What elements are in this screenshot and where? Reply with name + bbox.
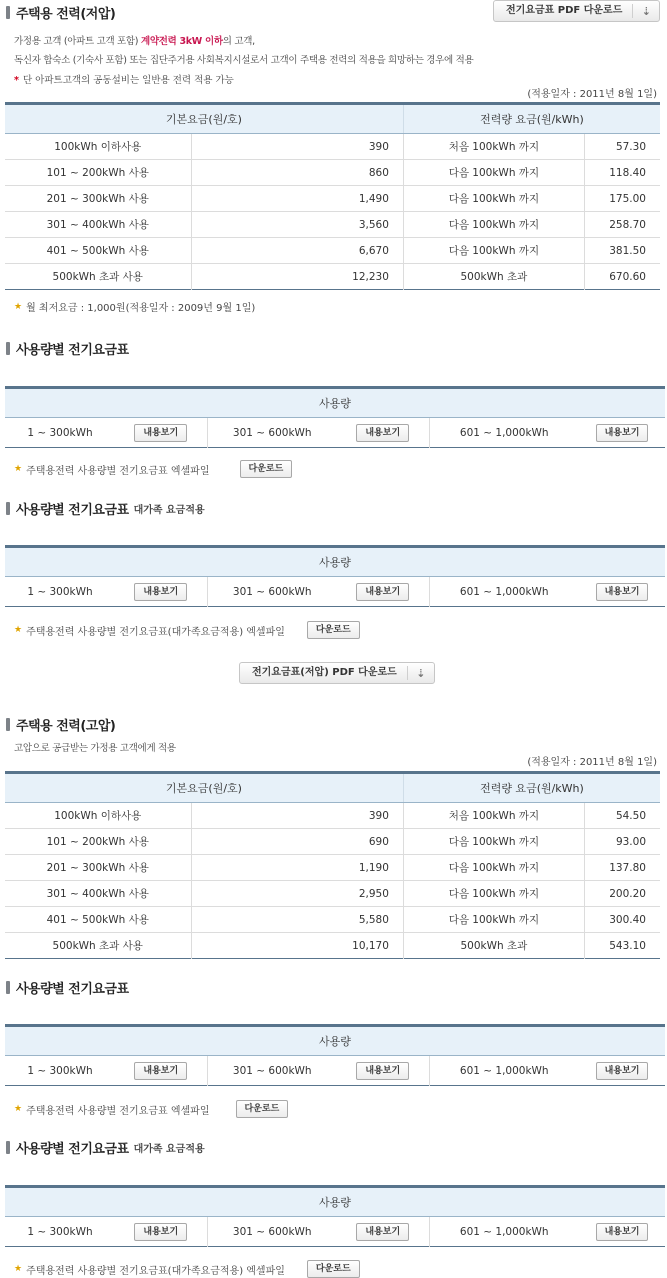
- high-section-header: [6, 714, 115, 734]
- low-note: * 단 아파트고객의 공동설비는 일반용 전력 적용 가능: [14, 75, 234, 86]
- view-button-3[interactable]: 내용보기: [596, 583, 649, 601]
- table-row: 401 ~ 500kWh 사용 5,580 다음 100kWh 까지 300.40: [5, 907, 660, 933]
- section-bar-icon: [6, 502, 10, 515]
- download-arrow-icon: ⇣: [416, 666, 426, 680]
- view-button-1[interactable]: 내용보기: [134, 1223, 187, 1241]
- view-button-2[interactable]: 내용보기: [356, 1062, 409, 1080]
- view-button-2[interactable]: 내용보기: [356, 583, 409, 601]
- usage-section-header-1: 사용량별 전기요금표: [6, 338, 129, 358]
- usage-table-2: 사용량 1 ~ 300kWh 내용보기 301 ~ 600kWh 내용보기 601 ~ 1,000kWh 내용보기: [5, 545, 665, 607]
- pdf-download-label: 전기요금표(저압) PDF 다운로드: [240, 666, 408, 680]
- star-icon: ★: [14, 625, 23, 635]
- table-row: 1 ~ 300kWh 내용보기 301 ~ 600kWh 내용보기 601 ~ 1,000kWh 내용보기: [5, 1056, 665, 1086]
- view-button-3[interactable]: 내용보기: [596, 1223, 649, 1241]
- section-bar-icon: [6, 6, 10, 19]
- section-bar-icon: [6, 981, 10, 994]
- contract-power-highlight: 계약전력 3kW 이하: [140, 36, 223, 47]
- low-effective-date: (적용일자 : 2011년 8월 1일): [527, 89, 657, 100]
- table-row: 500kWh 초과 사용 12,230 500kWh 초과 670.60: [5, 264, 660, 290]
- usage-section-header-3: 사용량별 전기요금표: [6, 977, 129, 997]
- table-row: 100kWh 이하사용 390 처음 100kWh 까지 54.50: [5, 803, 660, 829]
- th-base-fee: 기본요금(원/호): [5, 104, 403, 134]
- table-row: 201 ~ 300kWh 사용 1,490 다음 100kWh 까지 175.00: [5, 186, 660, 212]
- excel-note-1: ★ 주택용전력 사용량별 전기요금표 엑셀파일 다운로드: [14, 460, 292, 478]
- low-rate-table: [5, 102, 660, 290]
- star-icon: ★: [14, 301, 23, 312]
- table-row: 1 ~ 300kWh 내용보기 301 ~ 600kWh 내용보기 601 ~ 1,000kWh 내용보기: [5, 577, 665, 607]
- view-button-1[interactable]: 내용보기: [134, 583, 187, 601]
- table-row: 101 ~ 200kWh 사용 860 다음 100kWh 까지 118.40: [5, 160, 660, 186]
- pdf-download-button-top[interactable]: [493, 0, 660, 22]
- excel-note-2: ★ 주택용전력 사용량별 전기요금표(대가족요금적용) 엑셀파일 다운로드: [14, 621, 360, 639]
- view-button-2[interactable]: 내용보기: [356, 424, 409, 442]
- view-button-2[interactable]: 내용보기: [356, 1223, 409, 1241]
- low-description-2: 독신자 합숙소 (기숙사 포함) 또는 집단주거용 사회복지시설로서 고객이 주택용 전력의 적용을 희망하는 경우에 적용: [14, 55, 474, 66]
- table-row: 100kWh 이하사용 390 처음 100kWh 까지 57.30: [5, 134, 660, 160]
- excel-note-3: ★ 주택용전력 사용량별 전기요금표 엑셀파일 다운로드: [14, 1100, 288, 1118]
- th-energy-fee: 전력량 요금(원/kWh): [403, 773, 660, 803]
- view-button-3[interactable]: 내용보기: [596, 1062, 649, 1080]
- min-fee-note: ★ 월 최저요금 : 1,000원(적용일자 : 2009년 9월 1일): [14, 301, 256, 314]
- download-arrow-icon: ⇣: [641, 4, 651, 18]
- asterisk-icon: *: [14, 75, 19, 86]
- low-description-1: 가정용 고객 (아파트 고객 포함) 계약전력 3kW 이하의 고객,: [14, 36, 255, 47]
- usage-section-header-2: 사용량별 전기요금표 대가족 요금적용: [6, 498, 205, 518]
- view-button-1[interactable]: 내용보기: [134, 424, 187, 442]
- usage-section-header-4: 사용량별 전기요금표 대가족 요금적용: [6, 1137, 205, 1157]
- low-section-title: 주택용 전력(저압): [16, 6, 116, 22]
- table-row: 500kWh 초과 사용 10,170 500kWh 초과 543.10: [5, 933, 660, 959]
- table-row: 401 ~ 500kWh 사용 6,670 다음 100kWh 까지 381.50: [5, 238, 660, 264]
- table-row: 301 ~ 400kWh 사용 3,560 다음 100kWh 까지 258.70: [5, 212, 660, 238]
- section-bar-icon: [6, 342, 10, 355]
- star-icon: ★: [14, 464, 23, 474]
- pdf-download-label: 전기요금표 PDF 다운로드: [494, 4, 633, 18]
- high-section-title: 주택용 전력(고압): [16, 718, 116, 734]
- excel-download-button-4[interactable]: 다운로드: [307, 1260, 360, 1278]
- low-section-header: [6, 2, 115, 22]
- table-row: 201 ~ 300kWh 사용 1,190 다음 100kWh 까지 137.80: [5, 855, 660, 881]
- star-icon: ★: [14, 1264, 23, 1274]
- view-button-3[interactable]: 내용보기: [596, 424, 649, 442]
- table-row: 1 ~ 300kWh 내용보기 301 ~ 600kWh 내용보기 601 ~ 1,000kWh 내용보기: [5, 418, 665, 448]
- usage-table-4: 사용량 1 ~ 300kWh 내용보기 301 ~ 600kWh 내용보기 601 ~ 1,000kWh 내용보기: [5, 1185, 665, 1247]
- high-rate-table: [5, 771, 660, 959]
- section-bar-icon: [6, 1141, 10, 1154]
- excel-download-button-1[interactable]: 다운로드: [240, 460, 293, 478]
- high-effective-date: (적용일자 : 2011년 8월 1일): [527, 757, 657, 768]
- excel-download-button-3[interactable]: 다운로드: [236, 1100, 289, 1118]
- excel-note-4: ★ 주택용전력 사용량별 전기요금표(대가족요금적용) 엑셀파일 다운로드: [14, 1260, 360, 1278]
- section-bar-icon: [6, 718, 10, 731]
- view-button-1[interactable]: 내용보기: [134, 1062, 187, 1080]
- usage-table-3: 사용량 1 ~ 300kWh 내용보기 301 ~ 600kWh 내용보기 601 ~ 1,000kWh 내용보기: [5, 1024, 665, 1086]
- pdf-download-button-low[interactable]: [239, 662, 435, 684]
- th-base-fee: 기본요금(원/호): [5, 773, 403, 803]
- table-row: 101 ~ 200kWh 사용 690 다음 100kWh 까지 93.00: [5, 829, 660, 855]
- excel-download-button-2[interactable]: 다운로드: [307, 621, 360, 639]
- usage-table-1: 사용량 1 ~ 300kWh 내용보기 301 ~ 600kWh 내용보기 601 ~ 1,000kWh 내용보기: [5, 386, 665, 448]
- th-energy-fee: 전력량 요금(원/kWh): [403, 104, 660, 134]
- table-row: 301 ~ 400kWh 사용 2,950 다음 100kWh 까지 200.20: [5, 881, 660, 907]
- table-row: 1 ~ 300kWh 내용보기 301 ~ 600kWh 내용보기 601 ~ 1,000kWh 내용보기: [5, 1217, 665, 1247]
- star-icon: ★: [14, 1104, 23, 1114]
- high-description: 고압으로 공급받는 가정용 고객에게 적용: [14, 743, 176, 754]
